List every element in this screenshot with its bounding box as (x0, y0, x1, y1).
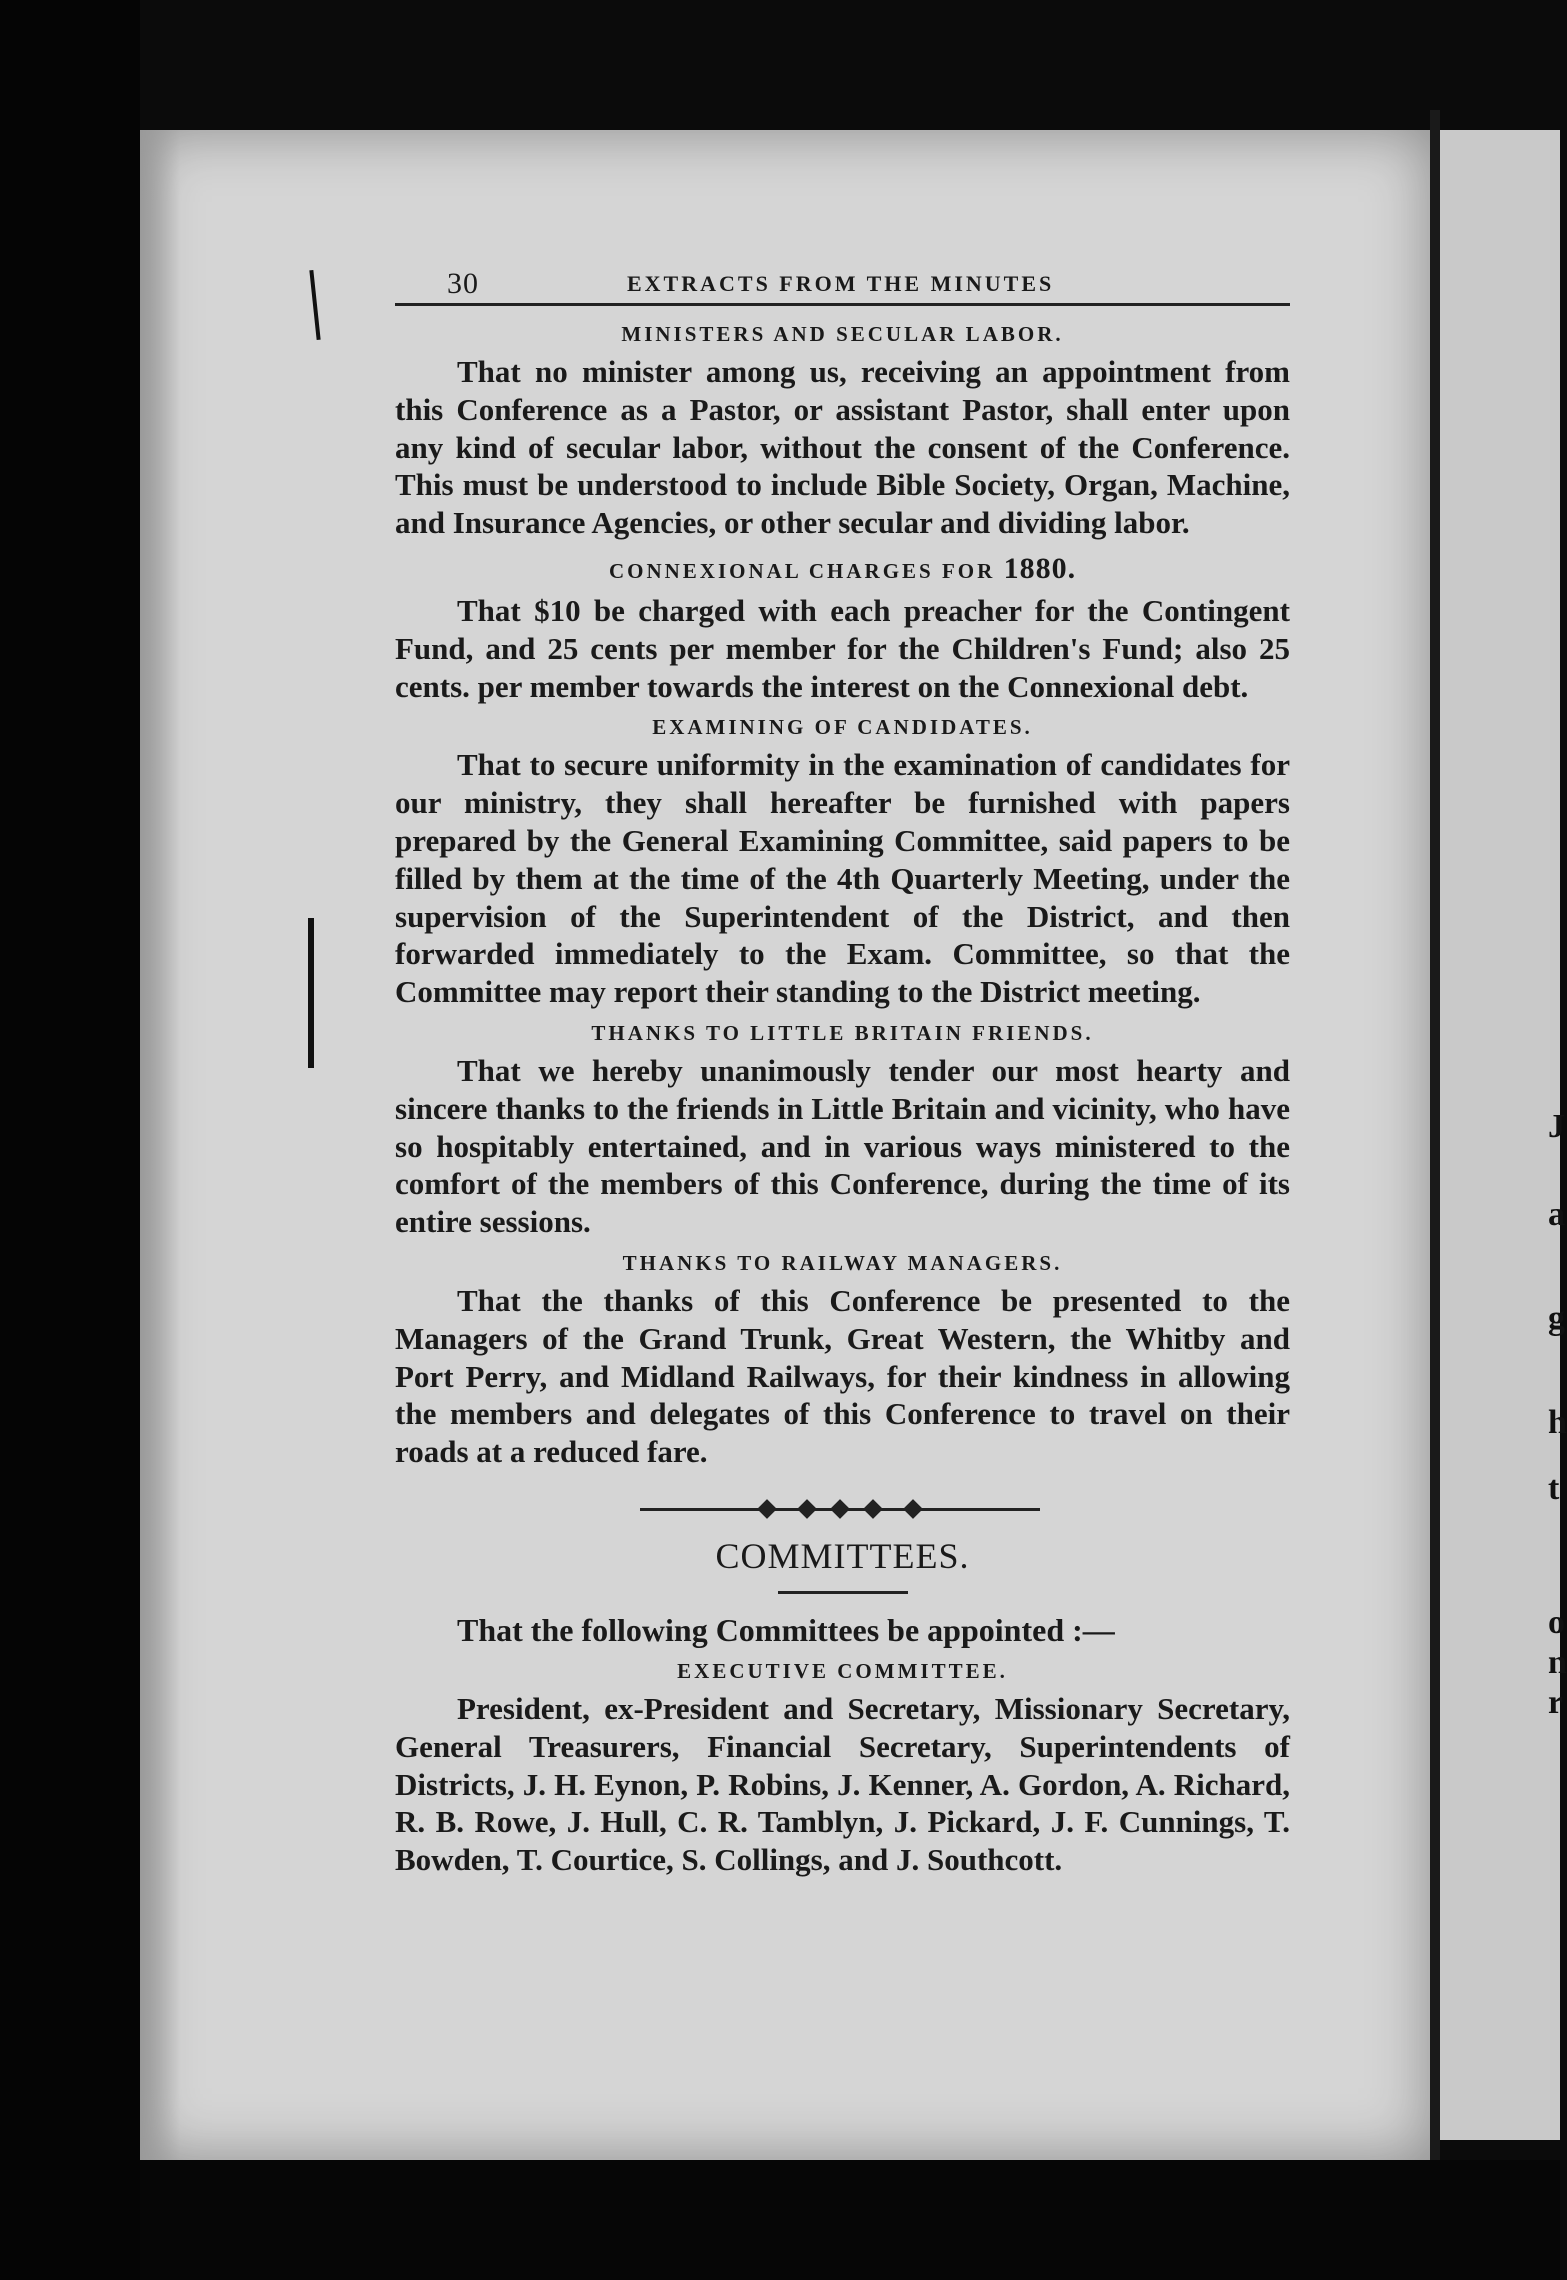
facing-page-fragment: g (1548, 1300, 1565, 1337)
facing-page-fragment: o (1548, 1604, 1565, 1641)
section-heading: MINISTERS AND SECULAR LABOR. (621, 322, 1064, 346)
ornament-diamond (797, 1499, 817, 1519)
running-head (395, 255, 1290, 306)
ornament-diamond (903, 1499, 923, 1519)
pencil-margin-bracket (308, 918, 314, 1068)
section-paragraph: That $10 be charged with each preacher for the Contingent Fund, and 25 cents per member for the Children's Fund; also 25 cents. per member towards the interest on the Connexional debt. (395, 592, 1290, 704)
page-text-block (395, 255, 1290, 1879)
section-heading: THANKS TO LITTLE BRITAIN FRIENDS. (591, 1020, 1094, 1045)
ornamental-rule (640, 1499, 1040, 1519)
section-heading: EXAMINING OF CANDIDATES. (652, 715, 1033, 740)
facing-page-fragment: r (1548, 1684, 1564, 1721)
ornament-diamond (863, 1499, 883, 1519)
scan-bottom-border (140, 2160, 1560, 2280)
page-binding-shadow (140, 130, 180, 2160)
ornament-diamond (830, 1499, 850, 1519)
section-heading: EXECUTIVE COMMITTEE. (677, 1658, 1008, 1683)
page-gutter (1430, 110, 1440, 2170)
title-rule (778, 1591, 908, 1594)
section-heading: THANKS TO RAILWAY MANAGERS. (622, 1250, 1063, 1275)
section-paragraph: That to secure uniformity in the examination of candidates for our ministry, they shall hereafter be furnished with papers prepared by the General Examining Committee, said papers to be filled by them at the time of the 4th Quarterly Meeting, under the supervision of the Superintendent of the District, and then forwarded immediately to the Exam. Committee, so that the Committee may report their standing to the District meeting. (395, 747, 1290, 1010)
heading-year: 1880. (1003, 551, 1077, 585)
scan-left-border (0, 0, 140, 2280)
section-paragraph: That the thanks of this Conference be presented to the Managers of the Grand Trunk, Great Western, the Whitby and Port Perry, and Midland Railways, for their kindness in allowing the members and delegates of this Conference to travel on their roads at a reduced fare. (395, 1282, 1290, 1470)
committees-title: COMMITTEES. (715, 1535, 970, 1576)
section-paragraph: That we hereby unanimously tender our most hearty and sincere thanks to the friends in Little Britain and vicinity, who have so hospitably entertained, and in various ways ministered to the comfort of the members of this Conference, during the time of its entire sessions. (395, 1052, 1290, 1240)
facing-page-fragment: n (1548, 1644, 1567, 1681)
facing-page-edge (1440, 130, 1560, 2140)
section-heading (395, 552, 1290, 586)
committees-intro: That the following Committees be appointed :— (457, 1611, 1115, 1648)
section-paragraph: President, ex-President and Secretary, Missionary Secretary, General Treasurers, Financial Secretary, Superintendents of Districts, J. H. Eynon, P. Robins, J. Kenner, A. Gordon, A. Richard, R. B. Rowe, J. Hull, C. R. Tamblyn, J. Pickard, J. F. Cunnings, T. Bowden, T. Courtice, S. Collings, and J. Southcott. (395, 1690, 1290, 1878)
heading-text: CONNEXIONAL CHARGES FOR (608, 558, 996, 583)
facing-page-fragment: h (1548, 1404, 1567, 1441)
running-title: EXTRACTS FROM THE MINUTES (627, 271, 1055, 296)
section-paragraph: That no minister among us, receiving an appointment from this Conference as a Pastor, or assistant Pastor, shall enter upon any kind of secular labor, without the consent of the Conference. This must be understood to include Bible Society, Organ, Machine, and Insurance Agencies, or other secular and dividing labor. (395, 354, 1290, 541)
ornament-diamond (757, 1499, 777, 1519)
facing-page-fragment: t (1548, 1470, 1560, 1507)
facing-page-fragment: J (1548, 1108, 1565, 1145)
page-number: 30 (447, 267, 479, 300)
facing-page-fragment: a (1548, 1196, 1565, 1233)
